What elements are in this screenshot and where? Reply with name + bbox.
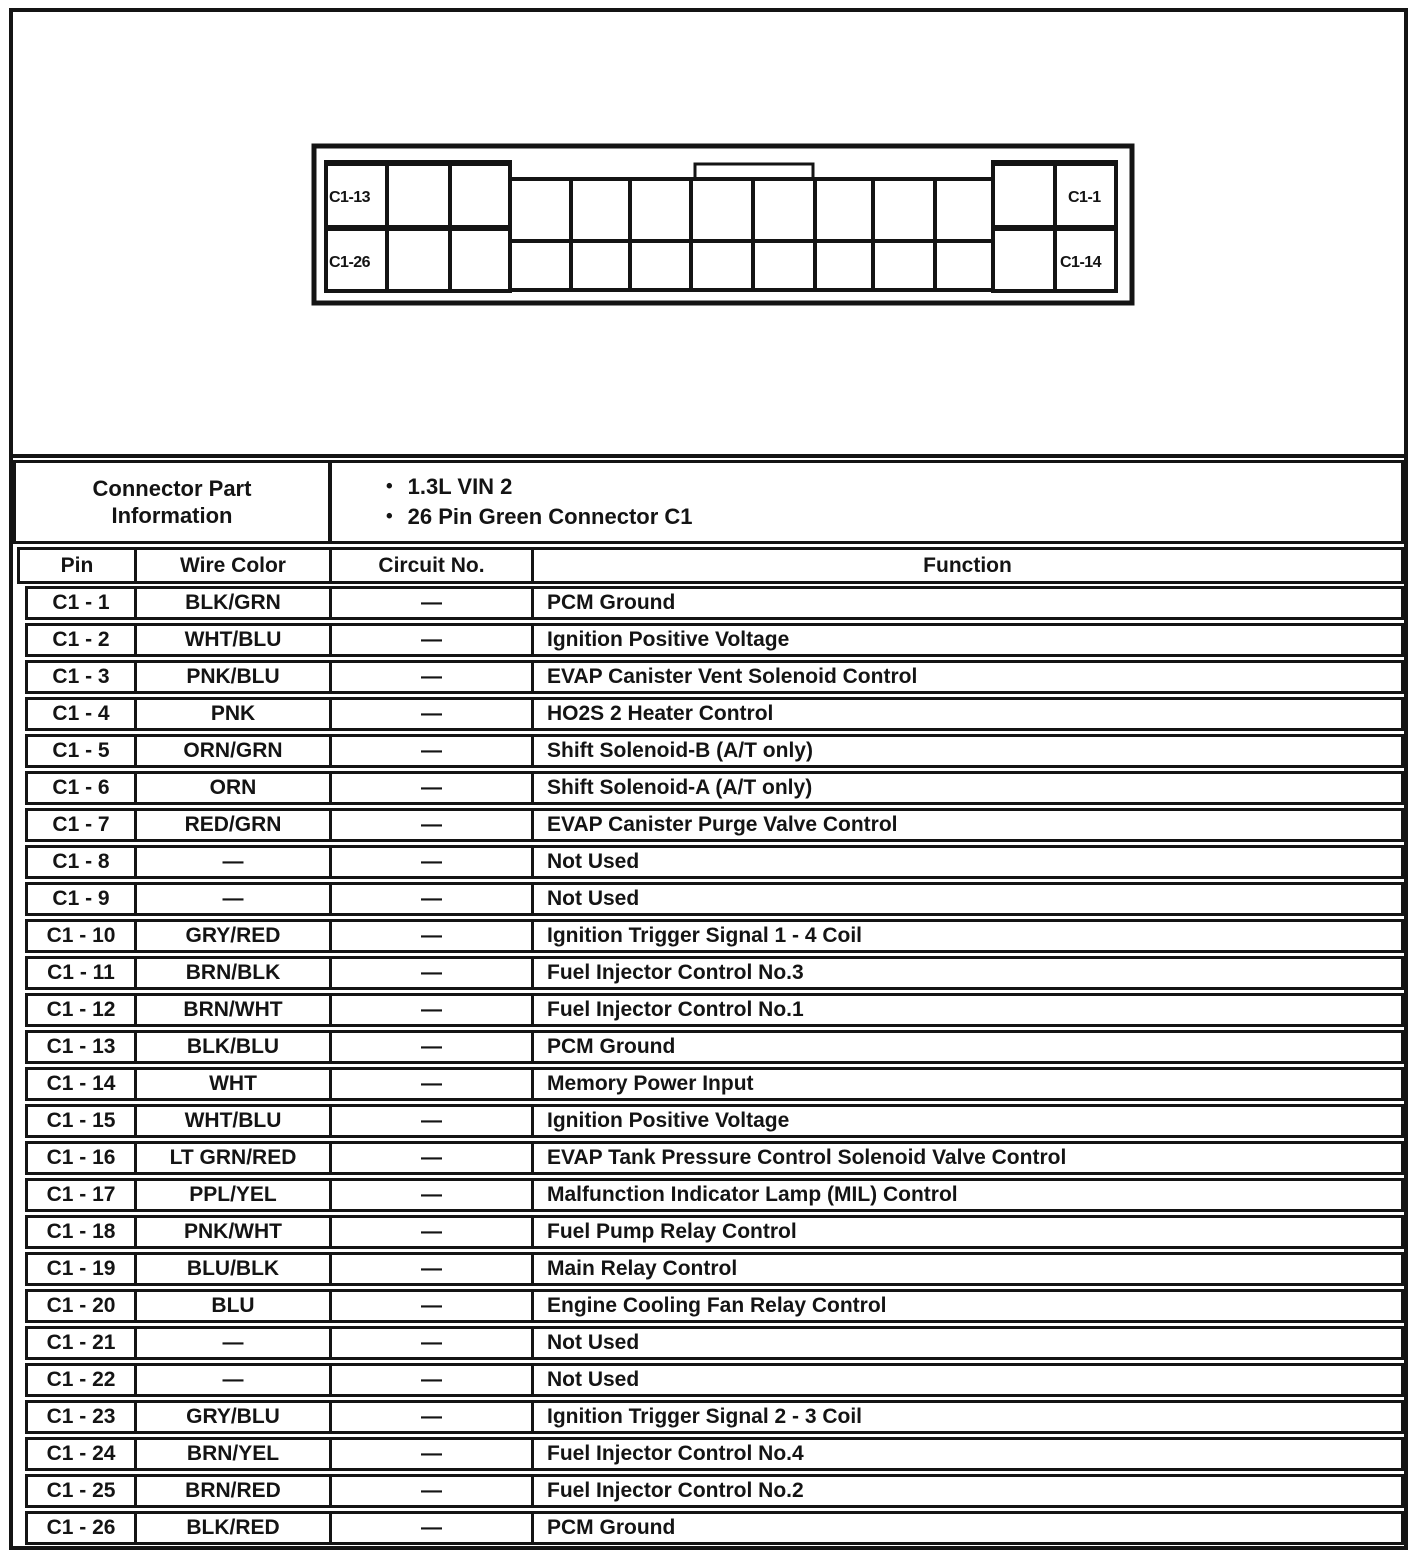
column-header-circuit: Circuit No.	[329, 550, 531, 581]
pin-cell: C1 - 7	[52, 813, 110, 836]
circuit-no-cell: —	[329, 1107, 531, 1135]
pin-cell: C1 - 19	[46, 1257, 116, 1280]
pin-cell: C1 - 12	[46, 998, 116, 1021]
bullet-list	[332, 463, 1401, 541]
function-cell: EVAP Canister Purge Valve Control	[531, 811, 1401, 839]
middle-pin-block	[510, 164, 993, 290]
table-row	[25, 993, 1404, 1027]
wire-color-cell: —	[134, 1366, 329, 1394]
pin-cell: C1 - 20	[46, 1294, 116, 1317]
table-row	[25, 1178, 1404, 1212]
circuit-no-cell: —	[329, 1514, 531, 1542]
pin-cell: C1 - 6	[52, 776, 110, 799]
table-row	[25, 697, 1404, 731]
pin-cell: C1 - 5	[52, 739, 110, 762]
function-cell: Main Relay Control	[531, 1255, 1401, 1283]
table-row	[25, 845, 1404, 879]
function-cell: Fuel Injector Control No.2	[531, 1477, 1401, 1505]
wire-color-cell: BLU	[134, 1292, 329, 1320]
table-row	[25, 956, 1404, 990]
pin-cell: C1 - 10	[46, 924, 116, 947]
wire-color-cell: —	[134, 885, 329, 913]
pin-cell: C1 - 23	[46, 1405, 116, 1428]
function-cell: Not Used	[531, 885, 1401, 913]
wire-color-cell: GRY/BLU	[134, 1403, 329, 1431]
wire-color-cell: —	[134, 1329, 329, 1357]
table-row	[25, 1141, 1404, 1175]
part-info-title: Connector Part Information	[16, 463, 332, 541]
function-cell: Not Used	[531, 1366, 1401, 1394]
wire-color-cell: BLK/RED	[134, 1514, 329, 1542]
table-row	[25, 660, 1404, 694]
circuit-no-cell: —	[329, 589, 531, 617]
wire-color-cell: —	[134, 848, 329, 876]
circuit-no-cell: —	[329, 1255, 531, 1283]
function-cell: Shift Solenoid-A (A/T only)	[531, 774, 1401, 802]
wire-color-cell: ORN/GRN	[134, 737, 329, 765]
wire-color-cell: PNK/BLU	[134, 663, 329, 691]
function-cell: Shift Solenoid-B (A/T only)	[531, 737, 1401, 765]
circuit-no-cell: —	[329, 1144, 531, 1172]
circuit-no-cell: —	[329, 700, 531, 728]
wire-color-cell: RED/GRN	[134, 811, 329, 839]
table-row	[25, 808, 1404, 842]
column-header-pin: Pin	[60, 553, 94, 577]
circuit-no-cell: —	[329, 922, 531, 950]
function-cell: Memory Power Input	[531, 1070, 1401, 1098]
circuit-no-cell: —	[329, 1033, 531, 1061]
pin-cell: C1 - 14	[46, 1072, 116, 1095]
function-cell: HO2S 2 Heater Control	[531, 700, 1401, 728]
circuit-no-cell: —	[329, 1366, 531, 1394]
table-row	[25, 919, 1404, 953]
wire-color-cell: ORN	[134, 774, 329, 802]
pin-cell: C1 - 24	[46, 1442, 116, 1465]
table-row	[25, 623, 1404, 657]
table-row	[25, 1474, 1404, 1508]
connector-pin-label-bottom-left: C1-26	[329, 254, 371, 271]
function-cell: Ignition Positive Voltage	[531, 626, 1401, 654]
pin-cell: C1 - 1	[52, 591, 110, 614]
function-cell: EVAP Canister Vent Solenoid Control	[531, 663, 1401, 691]
function-cell: Fuel Injector Control No.4	[531, 1440, 1401, 1468]
function-cell: EVAP Tank Pressure Control Solenoid Valve Control	[531, 1144, 1401, 1172]
wire-color-cell: BLU/BLK	[134, 1255, 329, 1283]
column-header-wire: Wire Color	[134, 550, 329, 581]
pin-cell: C1 - 8	[52, 850, 110, 873]
circuit-no-cell: —	[329, 737, 531, 765]
table-row	[25, 1511, 1404, 1545]
right-pin-block	[991, 163, 1118, 291]
wire-color-cell: WHT	[134, 1070, 329, 1098]
table-column-header	[17, 547, 1404, 584]
table-row	[25, 1104, 1404, 1138]
table-row	[25, 882, 1404, 916]
pin-cell: C1 - 15	[46, 1109, 116, 1132]
bullet-text: 26 Pin Green Connector C1	[407, 504, 693, 529]
function-cell: Ignition Positive Voltage	[531, 1107, 1401, 1135]
table-row	[25, 1400, 1404, 1434]
table-row	[25, 734, 1404, 768]
pinout-table-body	[25, 586, 1404, 1545]
pin-cell: C1 - 18	[46, 1220, 116, 1243]
wire-color-cell: BLK/BLU	[134, 1033, 329, 1061]
function-cell: Fuel Pump Relay Control	[531, 1218, 1401, 1246]
table-row	[25, 771, 1404, 805]
function-cell: Not Used	[531, 848, 1401, 876]
pin-cell: C1 - 9	[52, 887, 110, 910]
wire-color-cell: BRN/YEL	[134, 1440, 329, 1468]
connector-part-info-row	[13, 460, 1404, 544]
table-row	[25, 1326, 1404, 1360]
pin-cell: C1 - 22	[46, 1368, 116, 1391]
table-row	[25, 1030, 1404, 1064]
wire-color-cell: PPL/YEL	[134, 1181, 329, 1209]
pin-cell: C1 - 21	[46, 1331, 116, 1354]
left-pin-block	[324, 163, 512, 291]
pin-cell: C1 - 3	[52, 665, 110, 688]
circuit-no-cell: —	[329, 1218, 531, 1246]
bullet-item	[386, 474, 1401, 500]
function-cell: Engine Cooling Fan Relay Control	[531, 1292, 1401, 1320]
pin-cell: C1 - 13	[46, 1035, 116, 1058]
column-header-function: Function	[531, 550, 1401, 581]
bullet-item	[386, 504, 1401, 530]
circuit-no-cell: —	[329, 774, 531, 802]
function-cell: Ignition Trigger Signal 2 - 3 Coil	[531, 1403, 1401, 1431]
table-row	[25, 1363, 1404, 1397]
connector-outline	[314, 146, 1132, 303]
wire-color-cell: WHT/BLU	[134, 1107, 329, 1135]
connector-pin-label-bottom-right: C1-14	[1060, 254, 1102, 271]
connector-pin-label-top-left: C1-13	[329, 189, 371, 206]
wire-color-cell: PNK/WHT	[134, 1218, 329, 1246]
wire-color-cell: BRN/BLK	[134, 959, 329, 987]
circuit-no-cell: —	[329, 996, 531, 1024]
table-row	[25, 1067, 1404, 1101]
bullet-icon: •	[386, 506, 393, 527]
wire-color-cell: WHT/BLU	[134, 626, 329, 654]
pin-cell: C1 - 2	[52, 628, 110, 651]
function-cell: PCM Ground	[531, 589, 1401, 617]
wire-color-cell: BLK/GRN	[134, 589, 329, 617]
circuit-no-cell: —	[329, 959, 531, 987]
pin-cell: C1 - 4	[52, 702, 110, 725]
pin-cell: C1 - 26	[46, 1516, 116, 1539]
circuit-no-cell: —	[329, 848, 531, 876]
circuit-no-cell: —	[329, 626, 531, 654]
table-row	[25, 586, 1404, 620]
circuit-no-cell: —	[329, 1477, 531, 1505]
pin-cell: C1 - 11	[47, 961, 115, 984]
function-cell: Malfunction Indicator Lamp (MIL) Control	[531, 1181, 1401, 1209]
circuit-no-cell: —	[329, 1440, 531, 1468]
table-row	[25, 1215, 1404, 1249]
function-cell: Fuel Injector Control No.3	[531, 959, 1401, 987]
connector-latch-tab	[695, 164, 813, 179]
circuit-no-cell: —	[329, 1403, 531, 1431]
circuit-no-cell: —	[329, 811, 531, 839]
circuit-no-cell: —	[329, 1181, 531, 1209]
circuit-no-cell: —	[329, 1292, 531, 1320]
table-row	[25, 1252, 1404, 1286]
function-cell: PCM Ground	[531, 1033, 1401, 1061]
pin-cell: C1 - 25	[46, 1479, 116, 1502]
function-cell: PCM Ground	[531, 1514, 1401, 1542]
wire-color-cell: PNK	[134, 700, 329, 728]
pin-cell: C1 - 16	[46, 1146, 116, 1169]
table-row	[25, 1437, 1404, 1471]
table-row	[25, 1289, 1404, 1323]
circuit-no-cell: —	[329, 1329, 531, 1357]
connector-diagram-section	[13, 12, 1404, 458]
function-cell: Fuel Injector Control No.1	[531, 996, 1401, 1024]
wire-color-cell: LT GRN/RED	[134, 1144, 329, 1172]
circuit-no-cell: —	[329, 885, 531, 913]
bullet-icon: •	[386, 476, 393, 497]
function-cell: Ignition Trigger Signal 1 - 4 Coil	[531, 922, 1401, 950]
wire-color-cell: BRN/WHT	[134, 996, 329, 1024]
pin-cell: C1 - 17	[46, 1183, 116, 1206]
circuit-no-cell: —	[329, 1070, 531, 1098]
manual-page	[9, 8, 1408, 1550]
connector-diagram	[311, 143, 1135, 307]
wire-color-cell: GRY/RED	[134, 922, 329, 950]
wire-color-cell: BRN/RED	[134, 1477, 329, 1505]
bullet-text: 1.3L VIN 2	[407, 474, 513, 499]
circuit-no-cell: —	[329, 663, 531, 691]
function-cell: Not Used	[531, 1329, 1401, 1357]
connector-pin-label-top-right: C1-1	[1068, 189, 1101, 206]
